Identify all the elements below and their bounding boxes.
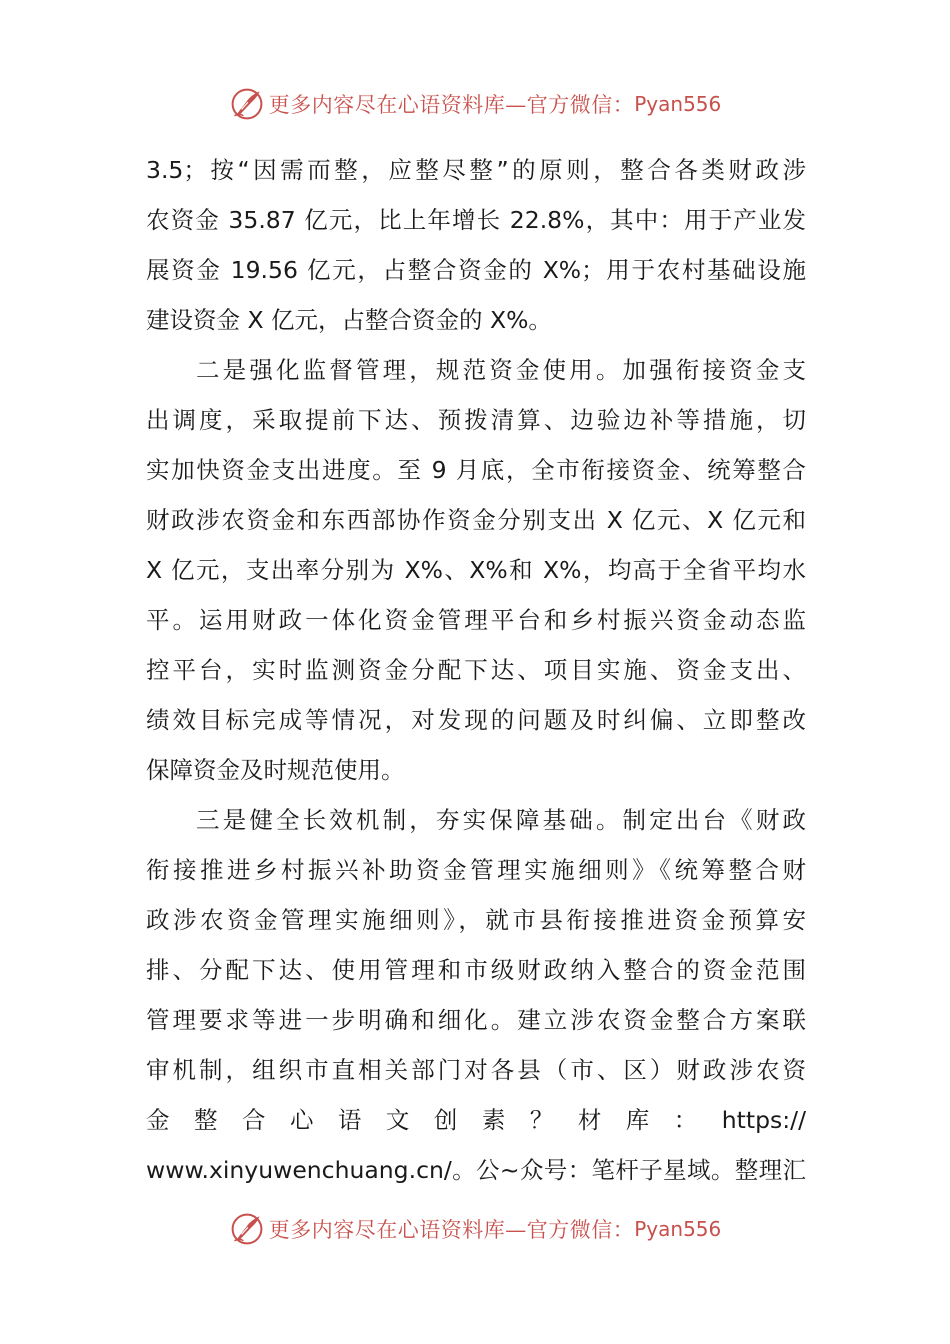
text-line: 金 整 合 心 语 文 创 素 ？ 材 库 ： https:// xyxy=(146,1106,806,1134)
text-line: 农资金 35.87 亿元，比上年增长 22.8%，其中：用于产业发 xyxy=(146,206,806,234)
document-body xyxy=(146,145,806,1195)
quill-logo-icon xyxy=(229,86,265,122)
paragraph-1 xyxy=(146,145,806,345)
text-line: 出调度，采取提前下达、预拨清算、边验边补等措施，切 xyxy=(146,406,806,434)
banner-text: 更多内容尽在心语资料库—官方微信： xyxy=(268,93,635,117)
banner-wechat-id: Pyan556 xyxy=(634,1217,722,1241)
text-line: 衔接推进乡村振兴补助资金管理实施细则》《统筹整合财 xyxy=(146,856,806,884)
text-line: 政涉农资金管理实施细则》，就市县衔接推进资金预算安 xyxy=(146,906,806,934)
text-line: 建设资金 X 亿元，占整合资金的 X%。 xyxy=(146,306,552,334)
text-line: 平。运用财政一体化资金管理平台和乡村振兴资金动态监 xyxy=(146,606,806,634)
text-line: 三是健全长效机制，夯实保障基础。制定出台《财政 xyxy=(196,806,806,834)
text-line: 排、分配下达、使用管理和市级财政纳入整合的资金范围 xyxy=(146,956,806,984)
text-line: www.xinyuwenchuang.cn/。公~众号：笔杆子星域。整理汇 xyxy=(146,1156,806,1184)
text-line: 展资金 19.56 亿元，占整合资金的 X%；用于农村基础设施 xyxy=(146,256,806,284)
header-watermark-banner xyxy=(0,84,950,124)
text-line: 审机制，组织市直相关部门对各县（市、区）财政涉农资 xyxy=(146,1056,806,1084)
text-line: 管理要求等进一步明确和细化。建立涉农资金整合方案联 xyxy=(146,1006,806,1034)
text-line: 实加快资金支出进度。至 9 月底，全市衔接资金、统筹整合 xyxy=(146,456,806,484)
text-line: 二是强化监督管理，规范资金使用。加强衔接资金支 xyxy=(196,356,806,384)
paragraph-3 xyxy=(146,795,806,1195)
banner-text: 更多内容尽在心语资料库—官方微信： xyxy=(268,1218,635,1242)
banner-wechat-id: Pyan556 xyxy=(634,92,722,116)
text-line: X 亿元，支出率分别为 X%、X%和 X%，均高于全省平均水 xyxy=(146,556,806,584)
text-line: 绩效目标完成等情况，对发现的问题及时纠偏、立即整改 xyxy=(146,706,806,734)
quill-logo-icon xyxy=(229,1211,265,1247)
text-line: 保障资金及时规范使用。 xyxy=(146,756,405,784)
text-line: 财政涉农资金和东西部协作资金分别支出 X 亿元、X 亿元和 xyxy=(146,506,806,534)
paragraph-2 xyxy=(146,345,806,795)
footer-watermark-banner xyxy=(0,1209,950,1249)
text-line: 控平台，实时监测资金分配下达、项目实施、资金支出、 xyxy=(146,656,806,684)
text-line: 3.5；按“因需而整，应整尽整”的原则，整合各类财政涉 xyxy=(146,156,806,184)
